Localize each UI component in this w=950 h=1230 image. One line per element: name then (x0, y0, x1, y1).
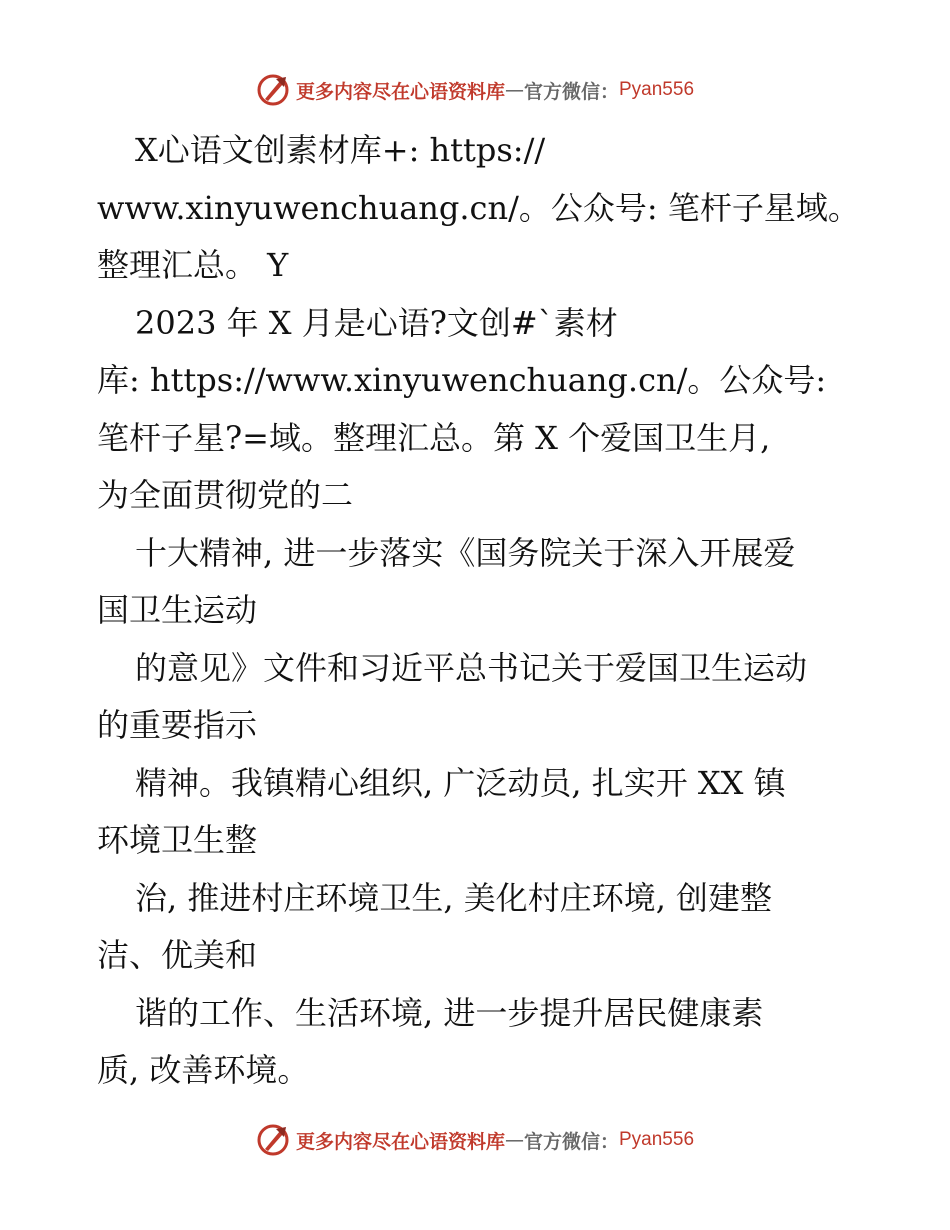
body-line: 十大精神, 进一步落实《国务院关于深入开展爱 (135, 533, 796, 572)
body-line: 环境卫生整 (97, 821, 258, 859)
body-line: 治, 推进村庄环境卫生, 美化村庄环境, 创建整 (135, 878, 773, 917)
body-line: 整理汇总。 Y (97, 246, 289, 284)
banner-wechat-handle: Pyan556 (619, 79, 695, 100)
document-body (97, 122, 860, 1100)
body-line: 精神。我镇精心组织, 广泛动员, 扎实开 XX 镇 (135, 763, 786, 802)
body-line: 的重要指示 (97, 706, 258, 744)
footer-banner (0, 1120, 950, 1160)
quill-logo-icon (256, 1123, 290, 1157)
banner-wechat-label: 官方微信： (523, 80, 619, 103)
body-line: 国卫生运动 (97, 591, 258, 629)
body-line: X心语文创素材库+: https:// (135, 131, 546, 169)
body-line: 笔杆子星?=域。整理汇总。第 X 个爱国卫生月, (97, 418, 771, 457)
banner-brand-text: 更多内容尽在心语资料库 (295, 80, 505, 103)
body-line: www.xinyuwenchuang.cn/。公众号: 笔杆子星域。 (97, 188, 860, 227)
body-line: 库: https://www.xinyuwenchuang.cn/。公众号: (97, 361, 827, 399)
body-line: 为全面贯彻党的二 (97, 476, 354, 514)
banner-wechat-handle: Pyan556 (619, 1129, 695, 1150)
header-banner (0, 70, 950, 110)
body-line: 的意见》文件和习近平总书记关于爱国卫生运动 (135, 648, 808, 687)
banner-dash: — (504, 1129, 524, 1151)
banner-wechat-label: 官方微信： (523, 1130, 619, 1153)
body-line: 2023 年 X 月是心语?文创#`素材 (135, 303, 618, 342)
banner-brand-text: 更多内容尽在心语资料库 (295, 1130, 505, 1153)
quill-logo-icon (256, 73, 290, 107)
banner-dash: — (504, 79, 524, 101)
body-line: 谐的工作、生活环境, 进一步提升居民健康素 (135, 993, 764, 1032)
body-line: 洁、优美和 (97, 936, 258, 974)
body-line: 质, 改善环境。 (97, 1051, 310, 1089)
